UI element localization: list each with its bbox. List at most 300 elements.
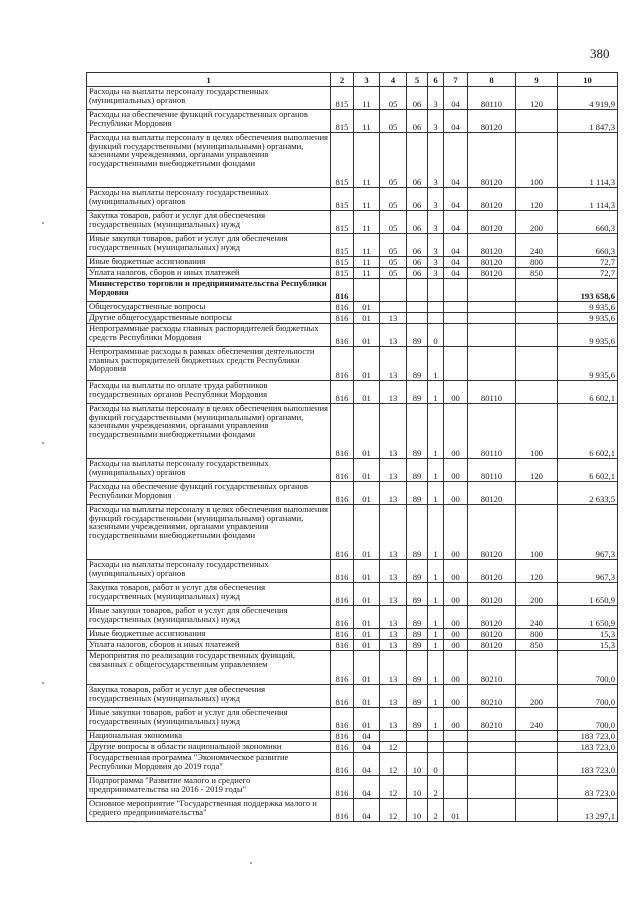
code-cell: 200 bbox=[516, 211, 558, 234]
column-header: 8 bbox=[468, 73, 516, 87]
code-cell: 01 bbox=[354, 459, 380, 482]
code-cell bbox=[516, 651, 558, 685]
code-cell: 240 bbox=[516, 606, 558, 629]
table-row bbox=[87, 87, 618, 110]
code-cell: 04 bbox=[354, 776, 380, 799]
code-cell: 850 bbox=[516, 640, 558, 651]
row-name: Уплата налогов, сборов и иных платежей bbox=[87, 268, 331, 279]
code-cell: 00 bbox=[444, 505, 468, 560]
code-cell: 89 bbox=[407, 583, 428, 606]
table-row bbox=[87, 629, 618, 640]
code-cell: 11 bbox=[354, 188, 380, 211]
row-name: Закупка товаров, работ и услуг для обеспечения государственных (муниципальных) нужд bbox=[87, 685, 331, 708]
code-cell bbox=[468, 742, 516, 753]
code-cell bbox=[380, 302, 407, 313]
column-header: 7 bbox=[444, 73, 468, 87]
code-cell: 12 bbox=[380, 776, 407, 799]
amount-cell: 1 847,3 bbox=[558, 110, 618, 133]
code-cell: 1 bbox=[428, 583, 444, 606]
table-row bbox=[87, 381, 618, 404]
code-cell: 89 bbox=[407, 606, 428, 629]
code-cell: 00 bbox=[444, 583, 468, 606]
code-cell bbox=[444, 742, 468, 753]
code-cell: 2 bbox=[428, 776, 444, 799]
amount-cell: 83 723,0 bbox=[558, 776, 618, 799]
code-cell: 1 bbox=[428, 505, 444, 560]
code-cell: 80120 bbox=[468, 188, 516, 211]
code-cell: 05 bbox=[380, 268, 407, 279]
code-cell: 80110 bbox=[468, 404, 516, 459]
code-cell: 13 bbox=[380, 640, 407, 651]
code-cell: 13 bbox=[380, 482, 407, 505]
code-cell bbox=[516, 324, 558, 347]
code-cell: 80110 bbox=[468, 381, 516, 404]
code-cell: 01 bbox=[354, 381, 380, 404]
code-cell: 06 bbox=[407, 110, 428, 133]
table-row bbox=[87, 268, 618, 279]
row-name: Расходы на выплаты по оплате труда работников государственных органов Республики Мордовия bbox=[87, 381, 331, 404]
column-header: 5 bbox=[407, 73, 428, 87]
table-row bbox=[87, 776, 618, 799]
code-cell: 1 bbox=[428, 459, 444, 482]
code-cell: 89 bbox=[407, 404, 428, 459]
code-cell: 06 bbox=[407, 257, 428, 268]
code-cell bbox=[407, 302, 428, 313]
code-cell bbox=[516, 347, 558, 381]
code-cell: 80120 bbox=[468, 606, 516, 629]
code-cell: 800 bbox=[516, 629, 558, 640]
code-cell bbox=[516, 110, 558, 133]
row-name: Расходы на обеспечение функций государственных органов Республики Мордовия bbox=[87, 482, 331, 505]
scan-speck bbox=[250, 862, 252, 864]
code-cell: 1 bbox=[428, 685, 444, 708]
row-name: Иные бюджетные ассигнования bbox=[87, 629, 331, 640]
code-cell: 80120 bbox=[468, 482, 516, 505]
amount-cell: 6 602,1 bbox=[558, 404, 618, 459]
table-row bbox=[87, 279, 618, 302]
amount-cell: 700,0 bbox=[558, 651, 618, 685]
code-cell bbox=[444, 753, 468, 776]
row-name: Расходы на выплаты персоналу государственных (муниципальных) органов bbox=[87, 188, 331, 211]
code-cell: 80120 bbox=[468, 583, 516, 606]
row-name: Расходы на обеспечение функций государственных органов Республики Мордовия bbox=[87, 110, 331, 133]
code-cell bbox=[516, 799, 558, 822]
row-name: Подпрограмма "Развитие малого и среднего предпринимательства на 2016 - 2019 годы" bbox=[87, 776, 331, 799]
row-name: Непрограммные расходы главных распорядителей бюджетных средств Республики Мордовия bbox=[87, 324, 331, 347]
code-cell: 816 bbox=[331, 685, 354, 708]
code-cell: 816 bbox=[331, 629, 354, 640]
scan-speck bbox=[42, 222, 44, 224]
row-name: Иные бюджетные ассигнования bbox=[87, 257, 331, 268]
code-cell: 04 bbox=[444, 257, 468, 268]
code-cell: 01 bbox=[354, 404, 380, 459]
row-name: Расходы на выплаты персоналу государственных (муниципальных) органов bbox=[87, 459, 331, 482]
code-cell bbox=[516, 302, 558, 313]
row-name: Другие вопросы в области национальной экономики bbox=[87, 742, 331, 753]
code-cell: 80120 bbox=[468, 268, 516, 279]
code-cell: 11 bbox=[354, 257, 380, 268]
code-cell bbox=[516, 381, 558, 404]
amount-cell: 1 114,3 bbox=[558, 188, 618, 211]
table-row bbox=[87, 234, 618, 257]
table-header-row bbox=[87, 73, 618, 87]
code-cell: 10 bbox=[407, 776, 428, 799]
code-cell: 01 bbox=[354, 708, 380, 731]
code-cell: 13 bbox=[380, 606, 407, 629]
code-cell bbox=[516, 731, 558, 742]
code-cell: 00 bbox=[444, 685, 468, 708]
code-cell: 11 bbox=[354, 211, 380, 234]
code-cell: 3 bbox=[428, 133, 444, 188]
code-cell: 01 bbox=[354, 583, 380, 606]
row-name: Расходы на выплаты персоналу государственных (муниципальных) органов bbox=[87, 560, 331, 583]
code-cell bbox=[428, 302, 444, 313]
code-cell: 1 bbox=[428, 560, 444, 583]
code-cell: 80120 bbox=[468, 560, 516, 583]
code-cell bbox=[428, 731, 444, 742]
code-cell: 120 bbox=[516, 87, 558, 110]
table-row bbox=[87, 110, 618, 133]
table-row bbox=[87, 651, 618, 685]
code-cell: 816 bbox=[331, 731, 354, 742]
code-cell: 815 bbox=[331, 211, 354, 234]
table-row bbox=[87, 742, 618, 753]
amount-cell: 72,7 bbox=[558, 257, 618, 268]
code-cell: 12 bbox=[380, 799, 407, 822]
scan-speck bbox=[42, 682, 44, 684]
code-cell bbox=[428, 279, 444, 302]
code-cell: 11 bbox=[354, 268, 380, 279]
budget-table bbox=[86, 72, 618, 822]
code-cell bbox=[468, 313, 516, 324]
code-cell: 13 bbox=[380, 505, 407, 560]
code-cell: 00 bbox=[444, 404, 468, 459]
table-row bbox=[87, 753, 618, 776]
code-cell: 00 bbox=[444, 459, 468, 482]
code-cell bbox=[444, 324, 468, 347]
amount-cell: 700,0 bbox=[558, 708, 618, 731]
code-cell: 816 bbox=[331, 651, 354, 685]
code-cell: 120 bbox=[516, 188, 558, 211]
code-cell: 816 bbox=[331, 753, 354, 776]
code-cell: 3 bbox=[428, 234, 444, 257]
column-header: 4 bbox=[380, 73, 407, 87]
code-cell: 13 bbox=[380, 381, 407, 404]
code-cell: 06 bbox=[407, 234, 428, 257]
code-cell: 815 bbox=[331, 188, 354, 211]
amount-cell: 6 602,1 bbox=[558, 459, 618, 482]
amount-cell: 4 919,9 bbox=[558, 87, 618, 110]
table-row bbox=[87, 324, 618, 347]
code-cell: 11 bbox=[354, 110, 380, 133]
code-cell: 80110 bbox=[468, 87, 516, 110]
code-cell: 00 bbox=[444, 606, 468, 629]
table-row bbox=[87, 731, 618, 742]
code-cell: 200 bbox=[516, 685, 558, 708]
code-cell: 1 bbox=[428, 347, 444, 381]
code-cell: 100 bbox=[516, 505, 558, 560]
amount-cell: 183 723,0 bbox=[558, 731, 618, 742]
code-cell bbox=[354, 279, 380, 302]
code-cell: 89 bbox=[407, 459, 428, 482]
amount-cell: 967,3 bbox=[558, 505, 618, 560]
code-cell: 04 bbox=[354, 753, 380, 776]
code-cell: 80110 bbox=[468, 459, 516, 482]
code-cell bbox=[380, 731, 407, 742]
code-cell: 13 bbox=[380, 404, 407, 459]
code-cell: 0 bbox=[428, 324, 444, 347]
code-cell: 80120 bbox=[468, 211, 516, 234]
code-cell: 816 bbox=[331, 505, 354, 560]
code-cell: 89 bbox=[407, 482, 428, 505]
code-cell: 100 bbox=[516, 133, 558, 188]
code-cell bbox=[468, 302, 516, 313]
code-cell: 3 bbox=[428, 188, 444, 211]
code-cell: 00 bbox=[444, 640, 468, 651]
table-row bbox=[87, 640, 618, 651]
row-name: Государственная программа "Экономическое развитие Республики Мордовия до 2019 года" bbox=[87, 753, 331, 776]
code-cell: 12 bbox=[380, 753, 407, 776]
code-cell bbox=[428, 742, 444, 753]
code-cell bbox=[444, 776, 468, 799]
code-cell: 01 bbox=[354, 505, 380, 560]
code-cell: 13 bbox=[380, 629, 407, 640]
code-cell: 04 bbox=[444, 268, 468, 279]
code-cell: 05 bbox=[380, 133, 407, 188]
table-row bbox=[87, 505, 618, 560]
row-name: Расходы на выплаты персоналу в целях обеспечения выполнения функций государственными (муниципальными) органами, казенными учреждениями, органами управления государственными внебюджетными фондами bbox=[87, 133, 331, 188]
code-cell: 04 bbox=[444, 234, 468, 257]
column-header: 1 bbox=[87, 73, 331, 87]
row-name: Расходы на выплаты персоналу в целях обеспечения выполнения функций государственными (муниципальными) органами, казенными учреждениями, органами управления государственными внебюджетными фондами bbox=[87, 505, 331, 560]
code-cell: 89 bbox=[407, 347, 428, 381]
code-cell: 06 bbox=[407, 211, 428, 234]
column-header: 2 bbox=[331, 73, 354, 87]
code-cell: 12 bbox=[380, 742, 407, 753]
code-cell: 850 bbox=[516, 268, 558, 279]
code-cell: 80210 bbox=[468, 685, 516, 708]
code-cell: 3 bbox=[428, 110, 444, 133]
code-cell: 13 bbox=[380, 685, 407, 708]
table-row bbox=[87, 560, 618, 583]
code-cell: 815 bbox=[331, 133, 354, 188]
code-cell: 80120 bbox=[468, 110, 516, 133]
table-row bbox=[87, 404, 618, 459]
code-cell: 04 bbox=[354, 731, 380, 742]
code-cell: 06 bbox=[407, 268, 428, 279]
code-cell: 815 bbox=[331, 87, 354, 110]
code-cell: 89 bbox=[407, 505, 428, 560]
code-cell: 816 bbox=[331, 742, 354, 753]
code-cell: 89 bbox=[407, 640, 428, 651]
code-cell: 05 bbox=[380, 188, 407, 211]
code-cell: 04 bbox=[444, 188, 468, 211]
code-cell: 80210 bbox=[468, 708, 516, 731]
code-cell: 816 bbox=[331, 560, 354, 583]
row-name: Мероприятия по реализации государственных функций, связанных с общегосударственным управлением bbox=[87, 651, 331, 685]
amount-cell: 13 297,1 bbox=[558, 799, 618, 822]
code-cell: 80120 bbox=[468, 640, 516, 651]
code-cell: 01 bbox=[354, 560, 380, 583]
code-cell bbox=[516, 482, 558, 505]
amount-cell: 967,3 bbox=[558, 560, 618, 583]
code-cell: 80120 bbox=[468, 505, 516, 560]
code-cell: 00 bbox=[444, 381, 468, 404]
code-cell: 120 bbox=[516, 459, 558, 482]
code-cell: 01 bbox=[444, 799, 468, 822]
code-cell: 815 bbox=[331, 257, 354, 268]
code-cell: 04 bbox=[444, 133, 468, 188]
code-cell: 80120 bbox=[468, 234, 516, 257]
code-cell: 06 bbox=[407, 133, 428, 188]
code-cell: 05 bbox=[380, 110, 407, 133]
code-cell: 05 bbox=[380, 87, 407, 110]
amount-cell: 15,3 bbox=[558, 629, 618, 640]
row-name: Основное мероприятие "Государственная поддержка малого и среднего предпринимательства" bbox=[87, 799, 331, 822]
code-cell: 13 bbox=[380, 583, 407, 606]
code-cell: 80120 bbox=[468, 257, 516, 268]
code-cell bbox=[516, 742, 558, 753]
amount-cell: 9 935,6 bbox=[558, 347, 618, 381]
code-cell: 01 bbox=[354, 313, 380, 324]
table-row bbox=[87, 708, 618, 731]
code-cell: 11 bbox=[354, 234, 380, 257]
amount-cell: 1 650,9 bbox=[558, 583, 618, 606]
code-cell bbox=[468, 347, 516, 381]
table-body bbox=[87, 87, 618, 822]
code-cell: 816 bbox=[331, 583, 354, 606]
table-row bbox=[87, 685, 618, 708]
code-cell: 816 bbox=[331, 640, 354, 651]
code-cell: 1 bbox=[428, 651, 444, 685]
code-cell: 816 bbox=[331, 347, 354, 381]
code-cell: 816 bbox=[331, 279, 354, 302]
amount-cell: 9 935,6 bbox=[558, 324, 618, 347]
code-cell: 13 bbox=[380, 708, 407, 731]
row-name: Иные закупки товаров, работ и услуг для обеспечения государственных (муниципальных) нужд bbox=[87, 234, 331, 257]
column-header: 10 bbox=[558, 73, 618, 87]
code-cell: 11 bbox=[354, 87, 380, 110]
row-name: Непрограммные расходы в рамках обеспечения деятельности главных распорядителей бюджетных средств Республики Мордовия bbox=[87, 347, 331, 381]
code-cell bbox=[407, 731, 428, 742]
table-row bbox=[87, 583, 618, 606]
code-cell bbox=[468, 279, 516, 302]
code-cell: 05 bbox=[380, 257, 407, 268]
code-cell: 05 bbox=[380, 234, 407, 257]
amount-cell: 700,0 bbox=[558, 685, 618, 708]
table-row bbox=[87, 313, 618, 324]
code-cell: 240 bbox=[516, 708, 558, 731]
code-cell: 1 bbox=[428, 640, 444, 651]
code-cell: 00 bbox=[444, 651, 468, 685]
code-cell: 816 bbox=[331, 381, 354, 404]
code-cell: 01 bbox=[354, 347, 380, 381]
code-cell: 80210 bbox=[468, 651, 516, 685]
code-cell: 89 bbox=[407, 560, 428, 583]
amount-cell: 9 935,6 bbox=[558, 302, 618, 313]
code-cell: 04 bbox=[444, 211, 468, 234]
code-cell: 80120 bbox=[468, 133, 516, 188]
code-cell: 13 bbox=[380, 313, 407, 324]
code-cell bbox=[407, 279, 428, 302]
code-cell: 816 bbox=[331, 482, 354, 505]
amount-cell: 1 650,9 bbox=[558, 606, 618, 629]
row-name: Иные закупки товаров, работ и услуг для обеспечения государственных (муниципальных) нужд bbox=[87, 606, 331, 629]
column-header: 6 bbox=[428, 73, 444, 87]
code-cell bbox=[428, 313, 444, 324]
code-cell: 13 bbox=[380, 560, 407, 583]
code-cell bbox=[444, 731, 468, 742]
code-cell bbox=[468, 731, 516, 742]
code-cell: 240 bbox=[516, 234, 558, 257]
code-cell: 01 bbox=[354, 324, 380, 347]
code-cell: 1 bbox=[428, 381, 444, 404]
row-name: Другие общегосударственные вопросы bbox=[87, 313, 331, 324]
code-cell: 3 bbox=[428, 211, 444, 234]
code-cell: 01 bbox=[354, 629, 380, 640]
table-row bbox=[87, 606, 618, 629]
code-cell: 2 bbox=[428, 799, 444, 822]
code-cell: 00 bbox=[444, 482, 468, 505]
row-name: Закупка товаров, работ и услуг для обеспечения государственных (муниципальных) нужд bbox=[87, 583, 331, 606]
table-row bbox=[87, 482, 618, 505]
row-name: Расходы на выплаты персоналу в целях обеспечения выполнения функций государственными (муниципальными) органами, казенными учреждениями, органами управления государственными внебюджетными фондами bbox=[87, 404, 331, 459]
code-cell: 01 bbox=[354, 482, 380, 505]
code-cell: 816 bbox=[331, 324, 354, 347]
code-cell bbox=[444, 347, 468, 381]
code-cell: 120 bbox=[516, 560, 558, 583]
row-name: Расходы на выплаты персоналу государственных (муниципальных) органов bbox=[87, 87, 331, 110]
code-cell: 01 bbox=[354, 640, 380, 651]
table-row bbox=[87, 799, 618, 822]
code-cell: 1 bbox=[428, 404, 444, 459]
code-cell: 815 bbox=[331, 268, 354, 279]
code-cell: 816 bbox=[331, 302, 354, 313]
code-cell: 200 bbox=[516, 583, 558, 606]
code-cell: 816 bbox=[331, 404, 354, 459]
amount-cell: 9 935,6 bbox=[558, 313, 618, 324]
code-cell: 1 bbox=[428, 606, 444, 629]
table-row bbox=[87, 188, 618, 211]
code-cell: 3 bbox=[428, 257, 444, 268]
row-name: Закупка товаров, работ и услуг для обеспечения государственных (муниципальных) нужд bbox=[87, 211, 331, 234]
code-cell bbox=[468, 753, 516, 776]
code-cell: 0 bbox=[428, 753, 444, 776]
amount-cell: 2 633,5 bbox=[558, 482, 618, 505]
code-cell: 80120 bbox=[468, 629, 516, 640]
code-cell bbox=[468, 776, 516, 799]
code-cell bbox=[516, 313, 558, 324]
code-cell: 13 bbox=[380, 324, 407, 347]
code-cell: 01 bbox=[354, 685, 380, 708]
code-cell bbox=[516, 279, 558, 302]
code-cell: 01 bbox=[354, 302, 380, 313]
code-cell: 800 bbox=[516, 257, 558, 268]
code-cell: 89 bbox=[407, 651, 428, 685]
code-cell: 816 bbox=[331, 708, 354, 731]
amount-cell: 1 114,3 bbox=[558, 133, 618, 188]
code-cell: 89 bbox=[407, 381, 428, 404]
code-cell: 06 bbox=[407, 188, 428, 211]
code-cell: 815 bbox=[331, 234, 354, 257]
code-cell: 1 bbox=[428, 629, 444, 640]
amount-cell: 6 602,1 bbox=[558, 381, 618, 404]
amount-cell: 183 723,0 bbox=[558, 753, 618, 776]
code-cell bbox=[516, 776, 558, 799]
table-row bbox=[87, 133, 618, 188]
code-cell bbox=[407, 313, 428, 324]
row-name: Национальная экономика bbox=[87, 731, 331, 742]
